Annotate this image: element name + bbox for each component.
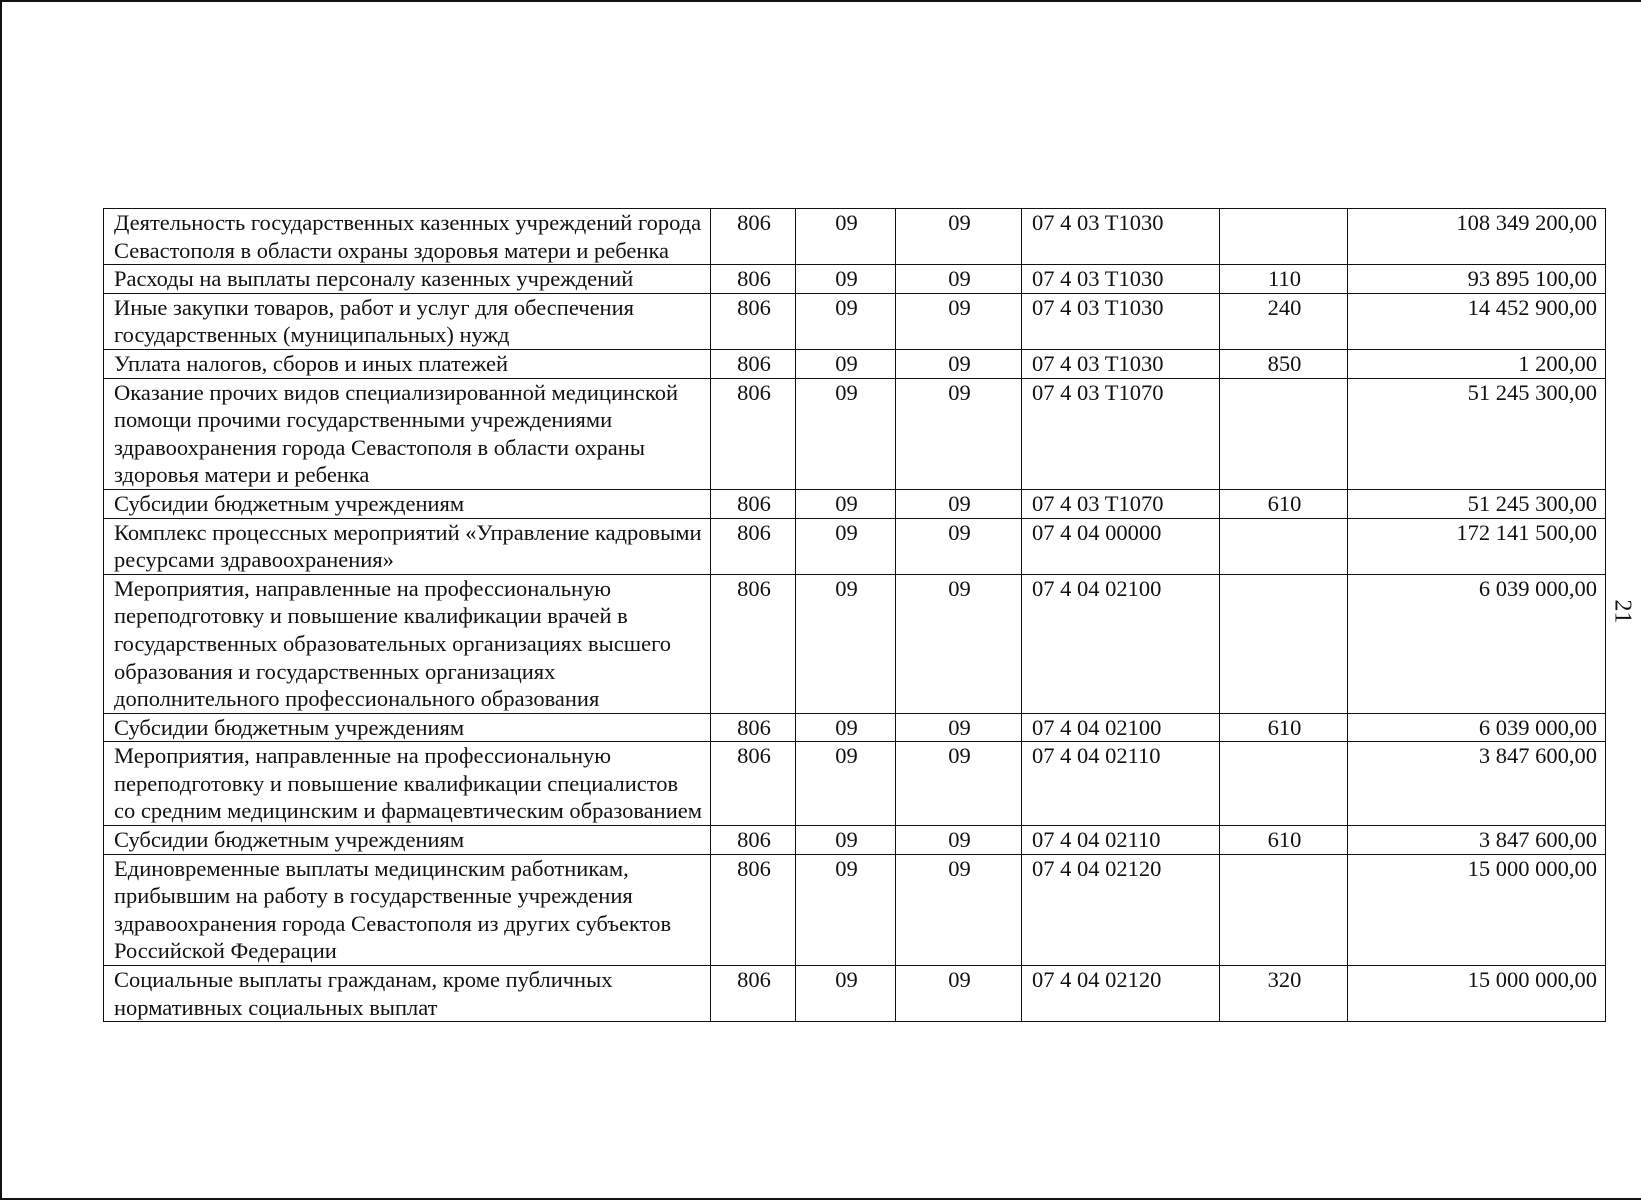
subsection-code-cell: 09 xyxy=(896,489,1022,518)
amount-cell: 14 452 900,00 xyxy=(1348,293,1606,349)
row-name-cell: Иные закупки товаров, работ и услуг для обеспечения государственных (муниципальных) нужд xyxy=(104,293,711,349)
subsection-code-cell: 09 xyxy=(896,209,1022,265)
amount-cell: 51 245 300,00 xyxy=(1348,489,1606,518)
ved-code-cell: 806 xyxy=(711,518,796,574)
target-article-cell: 07 4 03 T1070 xyxy=(1022,378,1220,489)
section-code-cell: 09 xyxy=(796,713,896,742)
table-row xyxy=(104,265,1606,294)
expense-type-cell: 610 xyxy=(1220,713,1348,742)
ved-code-cell: 806 xyxy=(711,489,796,518)
expense-type-cell: 110 xyxy=(1220,265,1348,294)
ved-code-cell: 806 xyxy=(711,265,796,294)
amount-cell: 15 000 000,00 xyxy=(1348,854,1606,965)
row-name-cell: Расходы на выплаты персоналу казенных учреждений xyxy=(104,265,711,294)
target-article-cell: 07 4 04 00000 xyxy=(1022,518,1220,574)
expense-type-cell: 240 xyxy=(1220,293,1348,349)
subsection-code-cell: 09 xyxy=(896,742,1022,826)
section-code-cell: 09 xyxy=(796,378,896,489)
target-article-cell: 07 4 04 02120 xyxy=(1022,966,1220,1022)
ved-code-cell: 806 xyxy=(711,854,796,965)
expense-type-cell xyxy=(1220,742,1348,826)
target-article-cell: 07 4 03 T1030 xyxy=(1022,209,1220,265)
target-article-cell: 07 4 04 02120 xyxy=(1022,854,1220,965)
subsection-code-cell: 09 xyxy=(896,713,1022,742)
table-row xyxy=(104,349,1606,378)
table-row xyxy=(104,209,1606,265)
table-row xyxy=(104,293,1606,349)
row-name-cell: Субсидии бюджетным учреждениям xyxy=(104,826,711,855)
row-name-cell: Мероприятия, направленные на профессиональную переподготовку и повышение квалификации специалистов со средним медицинским и фармацевтическим образованием xyxy=(104,742,711,826)
section-code-cell: 09 xyxy=(796,349,896,378)
subsection-code-cell: 09 xyxy=(896,966,1022,1022)
target-article-cell: 07 4 04 02110 xyxy=(1022,742,1220,826)
target-article-cell: 07 4 04 02110 xyxy=(1022,826,1220,855)
ved-code-cell: 806 xyxy=(711,966,796,1022)
section-code-cell: 09 xyxy=(796,518,896,574)
subsection-code-cell: 09 xyxy=(896,826,1022,855)
amount-cell: 6 039 000,00 xyxy=(1348,574,1606,713)
amount-cell: 1 200,00 xyxy=(1348,349,1606,378)
expense-type-cell xyxy=(1220,574,1348,713)
amount-cell: 172 141 500,00 xyxy=(1348,518,1606,574)
amount-cell: 3 847 600,00 xyxy=(1348,826,1606,855)
ved-code-cell: 806 xyxy=(711,209,796,265)
ved-code-cell: 806 xyxy=(711,713,796,742)
section-code-cell: 09 xyxy=(796,742,896,826)
amount-cell: 15 000 000,00 xyxy=(1348,966,1606,1022)
row-name-cell: Уплата налогов, сборов и иных платежей xyxy=(104,349,711,378)
row-name-cell: Оказание прочих видов специализированной медицинской помощи прочими государственными учреждениями здравоохранения города Севастополя в области охраны здоровья матери и ребенка xyxy=(104,378,711,489)
table-body xyxy=(104,209,1606,1022)
subsection-code-cell: 09 xyxy=(896,574,1022,713)
ved-code-cell: 806 xyxy=(711,826,796,855)
section-code-cell: 09 xyxy=(796,209,896,265)
row-name-cell: Субсидии бюджетным учреждениям xyxy=(104,713,711,742)
table-row xyxy=(104,854,1606,965)
section-code-cell: 09 xyxy=(796,854,896,965)
table-row xyxy=(104,826,1606,855)
subsection-code-cell: 09 xyxy=(896,265,1022,294)
table-row xyxy=(104,713,1606,742)
ved-code-cell: 806 xyxy=(711,574,796,713)
table-row xyxy=(104,574,1606,713)
expense-type-cell: 320 xyxy=(1220,966,1348,1022)
amount-cell: 3 847 600,00 xyxy=(1348,742,1606,826)
budget-table xyxy=(103,208,1606,1022)
table-row xyxy=(104,518,1606,574)
amount-cell: 51 245 300,00 xyxy=(1348,378,1606,489)
target-article-cell: 07 4 04 02100 xyxy=(1022,713,1220,742)
section-code-cell: 09 xyxy=(796,265,896,294)
subsection-code-cell: 09 xyxy=(896,349,1022,378)
row-name-cell: Социальные выплаты гражданам, кроме публичных нормативных социальных выплат xyxy=(104,966,711,1022)
row-name-cell: Комплекс процессных мероприятий «Управление кадровыми ресурсами здравоохранения» xyxy=(104,518,711,574)
target-article-cell: 07 4 03 T1030 xyxy=(1022,293,1220,349)
amount-cell: 108 349 200,00 xyxy=(1348,209,1606,265)
section-code-cell: 09 xyxy=(796,574,896,713)
subsection-code-cell: 09 xyxy=(896,854,1022,965)
subsection-code-cell: 09 xyxy=(896,518,1022,574)
target-article-cell: 07 4 03 T1030 xyxy=(1022,265,1220,294)
expense-type-cell xyxy=(1220,854,1348,965)
row-name-cell: Субсидии бюджетным учреждениям xyxy=(104,489,711,518)
page-number: 21 xyxy=(1609,599,1636,624)
target-article-cell: 07 4 03 T1030 xyxy=(1022,349,1220,378)
table-row xyxy=(104,489,1606,518)
section-code-cell: 09 xyxy=(796,489,896,518)
table-row xyxy=(104,966,1606,1022)
ved-code-cell: 806 xyxy=(711,742,796,826)
row-name-cell: Единовременные выплаты медицинским работникам, прибывшим на работу в государственные учреждения здравоохранения города Севастополя из других субъектов Российской Федерации xyxy=(104,854,711,965)
row-name-cell: Мероприятия, направленные на профессиональную переподготовку и повышение квалификации врачей в государственных образовательных организациях высшего образования и государственных организациях дополнительного профессионального образования xyxy=(104,574,711,713)
section-code-cell: 09 xyxy=(796,293,896,349)
section-code-cell: 09 xyxy=(796,966,896,1022)
expense-type-cell: 610 xyxy=(1220,489,1348,518)
amount-cell: 6 039 000,00 xyxy=(1348,713,1606,742)
expense-type-cell: 850 xyxy=(1220,349,1348,378)
ved-code-cell: 806 xyxy=(711,349,796,378)
subsection-code-cell: 09 xyxy=(896,293,1022,349)
subsection-code-cell: 09 xyxy=(896,378,1022,489)
expense-type-cell xyxy=(1220,518,1348,574)
ved-code-cell: 806 xyxy=(711,378,796,489)
section-code-cell: 09 xyxy=(796,826,896,855)
table-row xyxy=(104,378,1606,489)
amount-cell: 93 895 100,00 xyxy=(1348,265,1606,294)
expense-type-cell xyxy=(1220,378,1348,489)
target-article-cell: 07 4 04 02100 xyxy=(1022,574,1220,713)
ved-code-cell: 806 xyxy=(711,293,796,349)
row-name-cell: Деятельность государственных казенных учреждений города Севастополя в области охраны здоровья матери и ребенка xyxy=(104,209,711,265)
table-row xyxy=(104,742,1606,826)
expense-type-cell: 610 xyxy=(1220,826,1348,855)
target-article-cell: 07 4 03 T1070 xyxy=(1022,489,1220,518)
expense-type-cell xyxy=(1220,209,1348,265)
